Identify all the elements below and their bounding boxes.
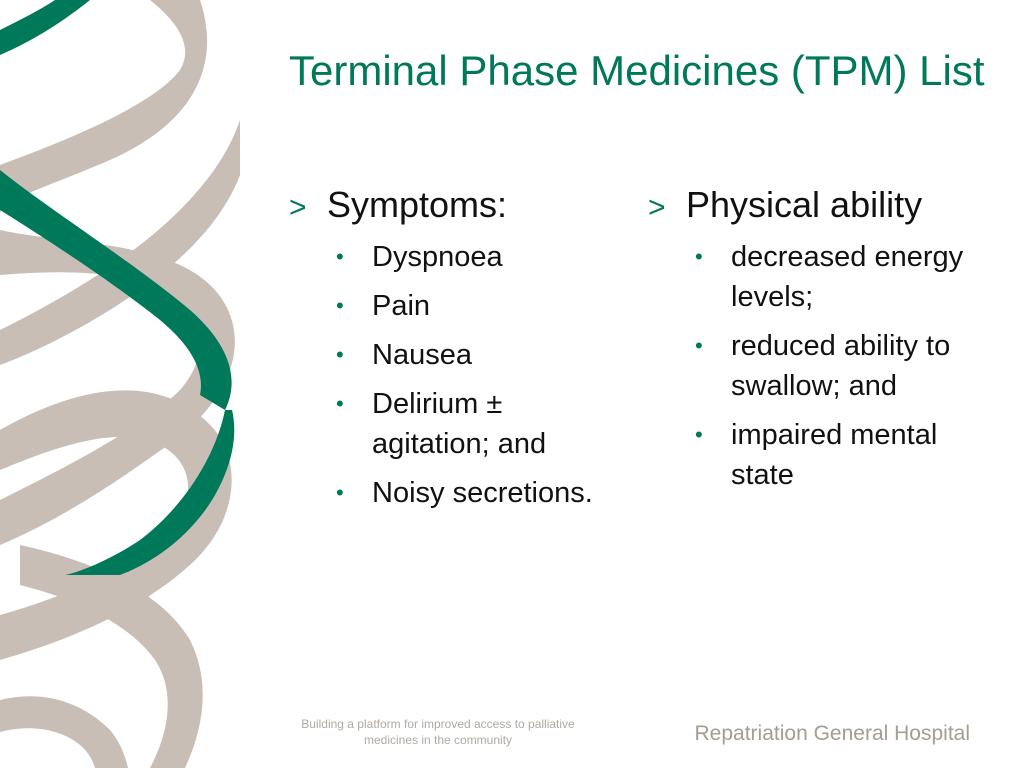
bullet-icon: • — [336, 293, 344, 318]
list-item-text: Nausea — [372, 339, 472, 371]
decorative-ribbon-graphic — [0, 0, 290, 768]
list-item — [334, 286, 609, 326]
bullet-icon: • — [695, 422, 703, 447]
symptoms-heading-row — [289, 183, 609, 227]
list-item-text: Noisy secretions. — [372, 477, 593, 509]
footer-tagline: Building a platform for improved access to palliative medicines in the community — [301, 717, 575, 747]
bullet-icon: • — [336, 480, 344, 505]
bullet-icon: • — [336, 244, 344, 269]
list-item — [693, 326, 988, 406]
list-item-text: impaired mental state — [731, 419, 938, 491]
list-item-text: Delirium ± agitation; and — [372, 388, 547, 460]
slide-title: Terminal Phase Medicines (TPM) List — [289, 47, 985, 94]
list-item — [334, 384, 609, 464]
list-item-text: Dyspnoea — [372, 241, 503, 273]
chevron-right-icon: > — [289, 191, 307, 224]
physical-ability-heading: Physical ability — [686, 184, 923, 225]
footer-organization: Repatriation General Hospital — [694, 722, 970, 745]
physical-ability-list — [648, 237, 988, 495]
list-item — [693, 415, 988, 495]
physical-ability-column — [648, 183, 988, 504]
chevron-right-icon: > — [648, 191, 666, 224]
symptoms-column — [289, 183, 609, 522]
list-item — [334, 473, 609, 513]
list-item-text: Pain — [372, 290, 431, 322]
physical-ability-heading-row — [648, 183, 988, 227]
list-item-text: decreased energy levels; — [731, 241, 964, 313]
bullet-icon: • — [695, 244, 703, 269]
symptoms-list — [289, 237, 609, 513]
list-item — [334, 335, 609, 375]
symptoms-heading: Symptoms: — [327, 184, 508, 225]
bullet-icon: • — [336, 342, 344, 367]
list-item — [334, 237, 609, 277]
list-item-text: reduced ability to swallow; and — [731, 330, 951, 402]
bullet-icon: • — [695, 333, 703, 358]
bullet-icon: • — [336, 391, 344, 416]
list-item — [693, 237, 988, 317]
